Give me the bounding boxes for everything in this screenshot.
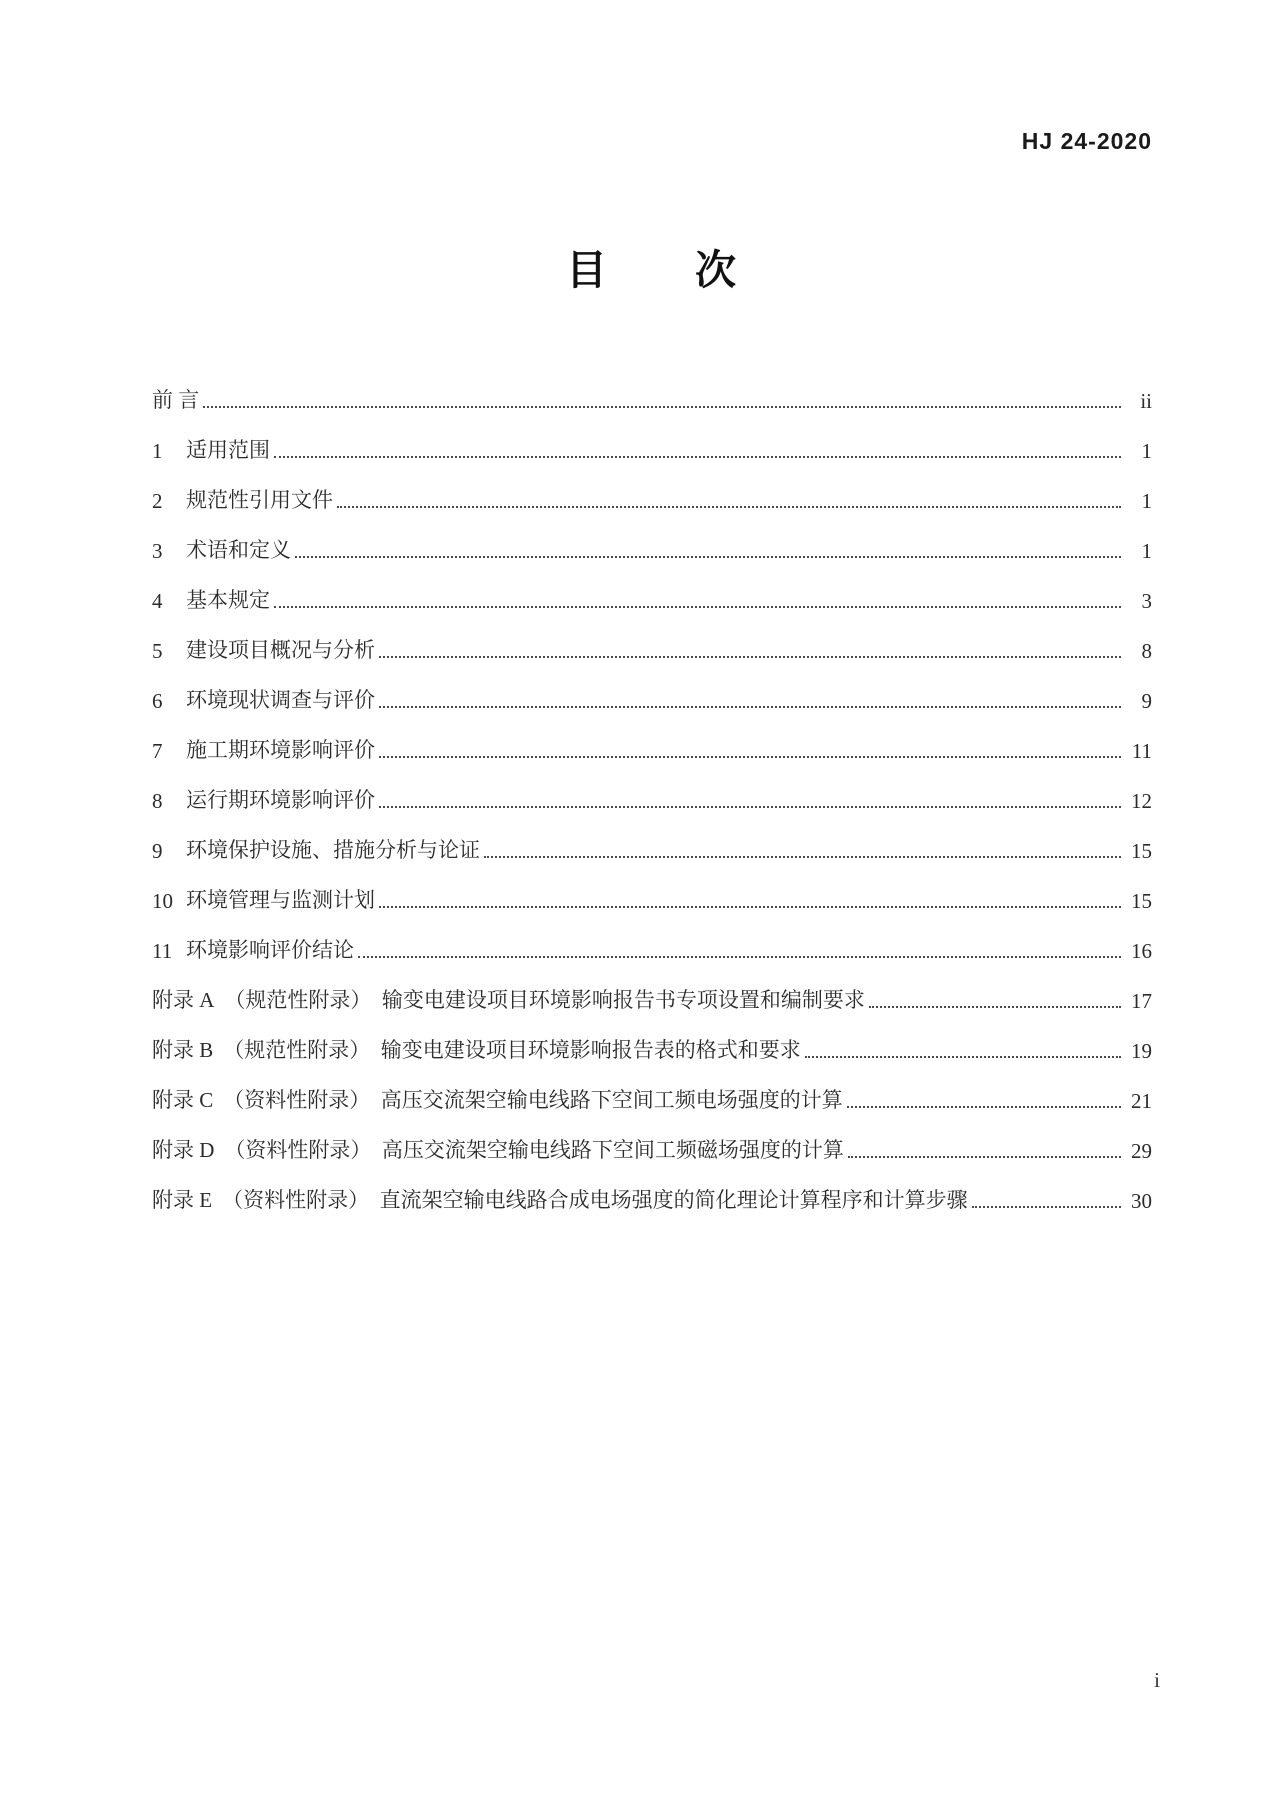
toc-entry-page: 29 bbox=[1131, 1139, 1152, 1163]
toc-entry-title: 基本规定 bbox=[186, 588, 270, 612]
toc-entry bbox=[152, 814, 1152, 864]
toc-entry-number: 5 bbox=[152, 639, 163, 663]
toc-entry-page: 12 bbox=[1131, 789, 1152, 813]
toc-leader-dots bbox=[295, 556, 1121, 558]
toc-leader-dots bbox=[203, 406, 1121, 408]
toc-entry bbox=[152, 1014, 1152, 1064]
toc-entry-title: 建设项目概况与分析 bbox=[186, 638, 375, 662]
toc-entry-page: ii bbox=[1140, 389, 1152, 413]
toc-entry-number: 附录 B bbox=[152, 1038, 214, 1062]
toc-entry-title: 环境管理与监测计划 bbox=[186, 888, 375, 912]
toc-leader-dots bbox=[484, 856, 1121, 858]
toc-entry-page: 11 bbox=[1131, 739, 1152, 763]
toc-entry bbox=[152, 1164, 1152, 1214]
toc-entry-number: 附录 E bbox=[152, 1188, 213, 1212]
toc-leader-dots bbox=[805, 1056, 1121, 1058]
toc-entry-page: 17 bbox=[1131, 989, 1152, 1013]
toc-entry-page: 30 bbox=[1131, 1189, 1152, 1213]
toc-entry-page: 1 bbox=[1141, 489, 1152, 513]
toc-entry-title: 前 言 bbox=[152, 388, 200, 412]
toc-entry-number: 附录 A bbox=[152, 988, 215, 1012]
toc-leader-dots bbox=[847, 1106, 1121, 1108]
toc-entry-number: 6 bbox=[152, 689, 163, 713]
toc-entry bbox=[152, 1064, 1152, 1114]
toc-leader-dots bbox=[379, 706, 1121, 708]
toc-entry-number: 8 bbox=[152, 789, 163, 813]
toc-leader-dots bbox=[379, 656, 1121, 658]
toc-entry bbox=[152, 964, 1152, 1014]
toc-entry bbox=[152, 364, 1152, 414]
toc-leader-dots bbox=[848, 1156, 1121, 1158]
page-title: 目 次 bbox=[566, 247, 738, 293]
toc-entry-number: 附录 C bbox=[152, 1088, 214, 1112]
toc-entry-page: 1 bbox=[1141, 539, 1152, 563]
toc-entry-title: （资料性附录） 高压交流架空输电线路下空间工频电场强度的计算 bbox=[223, 1088, 843, 1112]
toc-entry-title: （规范性附录） 输变电建设项目环境影响报告书专项设置和编制要求 bbox=[224, 988, 865, 1012]
toc-entry-page: 8 bbox=[1141, 639, 1152, 663]
toc-entry-page: 15 bbox=[1131, 839, 1152, 863]
toc-leader-dots bbox=[379, 806, 1121, 808]
toc-entry-title: （规范性附录） 输变电建设项目环境影响报告表的格式和要求 bbox=[223, 1038, 801, 1062]
document-code: HJ 24-2020 bbox=[1021, 128, 1152, 154]
toc-entry-title: （资料性附录） 直流架空输电线路合成电场强度的简化理论计算程序和计算步骤 bbox=[222, 1188, 968, 1212]
toc-entry bbox=[152, 764, 1152, 814]
toc-entry bbox=[152, 1114, 1152, 1164]
toc-entry-number: 4 bbox=[152, 589, 163, 613]
toc-leader-dots bbox=[337, 506, 1121, 508]
toc-entry-number: 11 bbox=[152, 939, 173, 963]
toc-entry-title: 环境保护设施、措施分析与论证 bbox=[186, 838, 480, 862]
toc-entry bbox=[152, 664, 1152, 714]
toc-entry-number: 7 bbox=[152, 739, 163, 763]
toc-entry-number: 1 bbox=[152, 439, 163, 463]
toc-entry-title: 适用范围 bbox=[186, 438, 270, 462]
toc-entry-page: 1 bbox=[1141, 439, 1152, 463]
toc-entry bbox=[152, 914, 1152, 964]
toc-entry-title: 运行期环境影响评价 bbox=[186, 788, 375, 812]
toc-entry-number: 附录 D bbox=[152, 1138, 215, 1162]
toc-entry-title: 规范性引用文件 bbox=[186, 488, 333, 512]
toc-entry-number: 2 bbox=[152, 489, 163, 513]
toc-entry-title: （资料性附录） 高压交流架空输电线路下空间工频磁场强度的计算 bbox=[224, 1138, 844, 1162]
toc-leader-dots bbox=[274, 606, 1121, 608]
toc-entry-page: 9 bbox=[1141, 689, 1152, 713]
toc-leader-dots bbox=[379, 906, 1121, 908]
toc-entry bbox=[152, 514, 1152, 564]
toc-entry-page: 3 bbox=[1141, 589, 1152, 613]
toc-entry-number: 10 bbox=[152, 889, 173, 913]
toc-leader-dots bbox=[379, 756, 1121, 758]
toc-entry bbox=[152, 864, 1152, 914]
toc-leader-dots bbox=[869, 1006, 1121, 1008]
toc-entry bbox=[152, 714, 1152, 764]
toc-list bbox=[152, 364, 1152, 1214]
toc-entry-title: 环境现状调查与评价 bbox=[186, 688, 375, 712]
toc-entry bbox=[152, 464, 1152, 514]
toc-entry-page: 16 bbox=[1131, 939, 1152, 963]
toc-entry-number: 3 bbox=[152, 539, 163, 563]
toc-entry-page: 21 bbox=[1131, 1089, 1152, 1113]
toc-leader-dots bbox=[972, 1206, 1121, 1208]
toc-entry-number: 9 bbox=[152, 839, 163, 863]
toc-entry-page: 19 bbox=[1131, 1039, 1152, 1063]
toc-entry bbox=[152, 614, 1152, 664]
toc-entry-title: 术语和定义 bbox=[186, 538, 291, 562]
page-number: i bbox=[1154, 1668, 1160, 1692]
toc-entry-page: 15 bbox=[1131, 889, 1152, 913]
toc-leader-dots bbox=[274, 456, 1121, 458]
toc-entry bbox=[152, 564, 1152, 614]
toc-entry-title: 施工期环境影响评价 bbox=[186, 738, 375, 762]
toc-leader-dots bbox=[358, 956, 1121, 958]
toc-entry-title: 环境影响评价结论 bbox=[186, 938, 354, 962]
toc-entry bbox=[152, 414, 1152, 464]
